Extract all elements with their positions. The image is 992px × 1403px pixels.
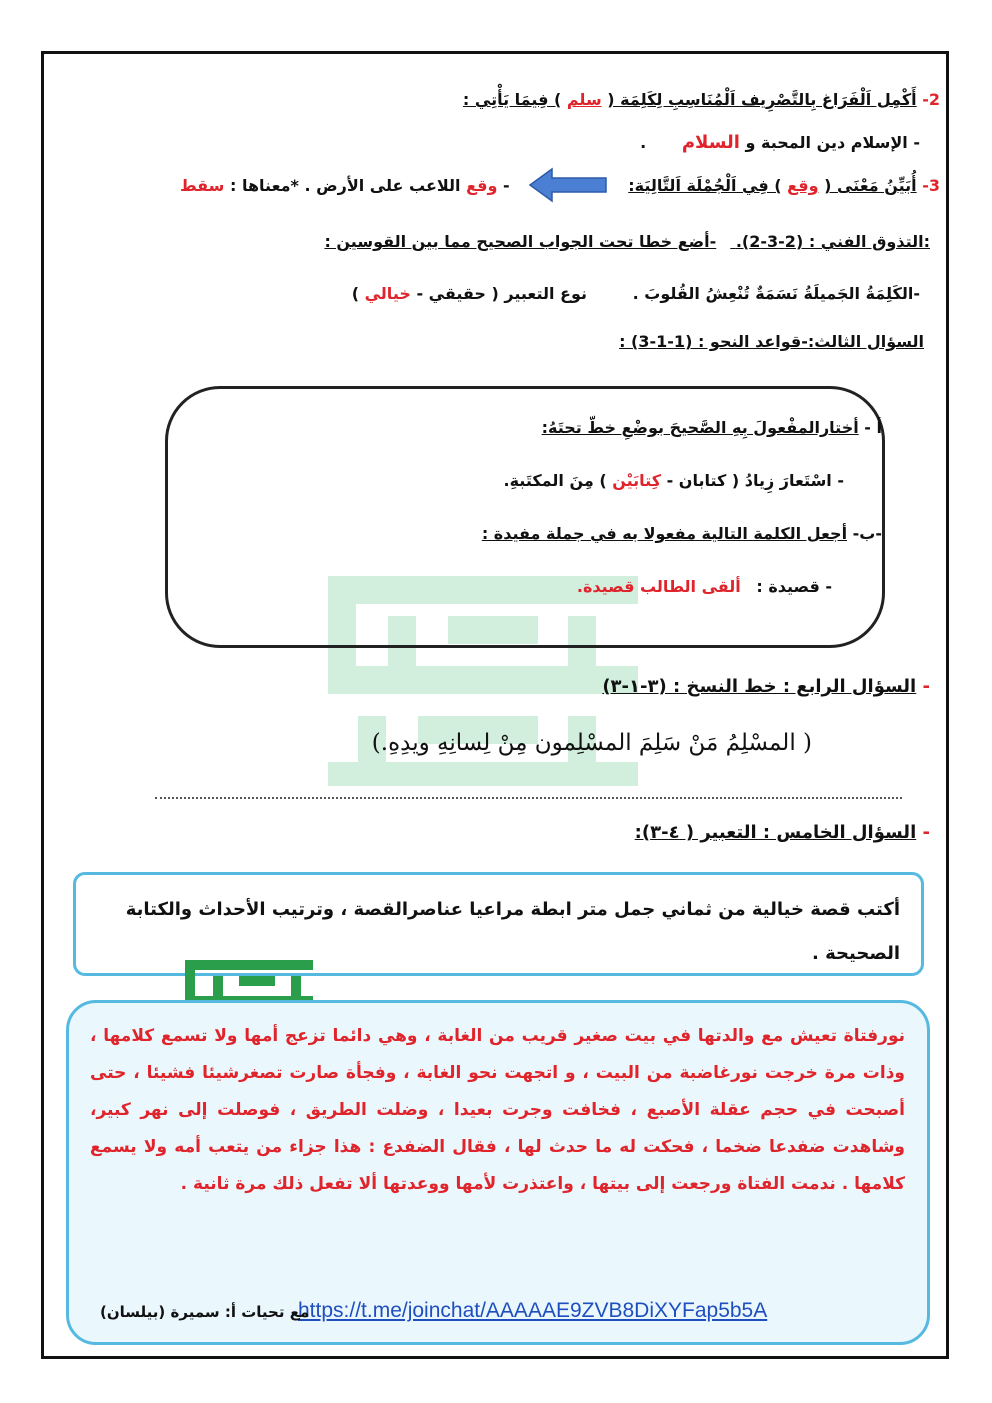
q3-instruction-end: ) فِي اَلْجُمْلَة اَلتَّالِيَة: [628,176,782,195]
taste-instruction: -أضع خطا تحت الجواب الصحيح مما بين القوسين : [324,232,717,251]
hadith-text [372,730,812,756]
taste-sentence-row [352,284,920,303]
grammar-a-sentence-end: ) مِنَ المكتَبةِ. [503,471,607,490]
q-three-title-text: السؤال الثالث:-قواعد النحو : (1-1-3) : [619,332,924,351]
q-five-dash: - [922,822,930,843]
telegram-link[interactable]: https://t.me/joinchat/AAAAAE9ZVB8DiXYFap5b5A [298,1299,768,1322]
grammar-b-label: -ب- [852,524,882,543]
q3-number: 3- [922,176,940,195]
q3-meaning: سقط [180,176,225,195]
q2-word: سلم [566,90,602,109]
q-five-heading [635,822,930,843]
grammar-b-instruction-text: أجعل الكلمة التالية مفعولا به في جملة مفيدة : [481,524,848,543]
grammar-b-answer: ألقى الطالب قصيدة. [576,577,741,596]
arrow-left-icon [528,167,608,203]
q2-sentence [640,132,920,153]
q2-sentence-start: - الإسلام دين المحبة و [745,133,920,152]
grammar-a-option1: كتابان - [666,471,727,490]
q-five-title: السؤال الخامس : التعبير ( ٤-٣): [634,822,917,843]
grammar-b-instruction [482,524,882,543]
grammar-b-word: - قصيدة : [756,577,832,596]
q2-number: 2- [922,90,940,109]
grammar-a-option2: كِتابَيْن [612,471,661,490]
q3-sentence [180,176,510,195]
q3-instruction-text: أُبَيِّنُ مَعْنَى ( [824,176,917,195]
q3-sentence-rest: اللاعب على الأرض . *معناها : [229,176,461,195]
writing-prompt: أكتب قصة خيالية من ثماني جمل متر ابطة مراعيا عناصرالقصة ، وترتيب الأحداث والكتابة الصحيحة . [125,899,900,964]
q3-sentence-word: وقع [466,176,498,195]
taste-sentence: -الكَلِمَةُ الجَميلَةُ نَسَمَةٌ تُنْعِشُ القُلوبَ . [632,284,920,303]
hadith: ( المسْلِمُ مَنْ سَلِمَ المسْلِمون مِنْ لِسانِهِ ويدِهِ.) [371,730,812,756]
q-four-dash: - [922,676,930,697]
q-four-heading [602,676,930,697]
taste-label: :التذوق الفني : (2-3-2). [735,232,930,251]
q3-word: وقع [787,176,819,195]
q-three-title [619,332,924,351]
grammar-a-sentence [504,471,844,490]
grammar-a-instruction-text: أختارالمفْعولَ بِهِ الصَّحيحَ بوضْعِ خطّ تحتَهُ: [541,418,859,437]
taste-answer: خيالي [364,284,411,303]
q2-answer: السلام [681,132,740,153]
q3-dash: - [503,176,510,195]
q2-instruction-text: أَكْمِل اَلْفَرَاغ بِالتَّصْرِيف اَلْمُنَاسِبِ لِكَلِمَة ( [607,90,917,109]
taste-type-label: نوع التعبير ( حقيقي - [416,284,588,303]
signature: مع تحيات أ: سميرة (بيلسان) [100,1303,310,1321]
grammar-a-label: أ - [864,418,882,437]
q2-sentence-end: . [640,133,647,152]
grammar-b-sentence [577,577,832,596]
q2-instruction [463,90,940,109]
taste-heading [324,232,930,251]
q-four-title: السؤال الرابع : خط النسخ : (٣-١-٣) [602,676,917,697]
story-text: نورفتاة تعيش مع والدتها في بيت صغير قريب من الغابة ، وهي دائما تزعج أمها ولا تسمع كلامها ، وذات مرة خرجت نورغاضبة من البيت ، و اتجهت نحو الغابة ، وفجأة صارت تصغرشيئا فشيئا ، حتى أصبحت في حجم عقلة الأصبع ، فخافت وجرت بعيدا ، وضلت الطريق ، فوصلت إلى نهر كبير، وشاهدت ضفدعا ضخما ، فحكت له ما حدث لها ، فقال الضفدع : هذا جزاء من يتعب أمه ولا يسمع كلامها . ندمت الفتاة ورجعت إلى بيتها ، واعتذرت لأمها ووعدتها ألا تفعل ذلك مرة ثانية . [90,1026,905,1194]
dotted-divider [155,797,902,799]
q3-instruction [628,176,940,195]
grammar-a-sentence-start: - اسْتَعارَ زِيادُ ( [731,471,844,490]
taste-close: ) [351,284,360,303]
q2-instruction-end: ) فِيمَا يَأْتِي : [462,90,562,109]
grammar-a-instruction [542,418,882,437]
